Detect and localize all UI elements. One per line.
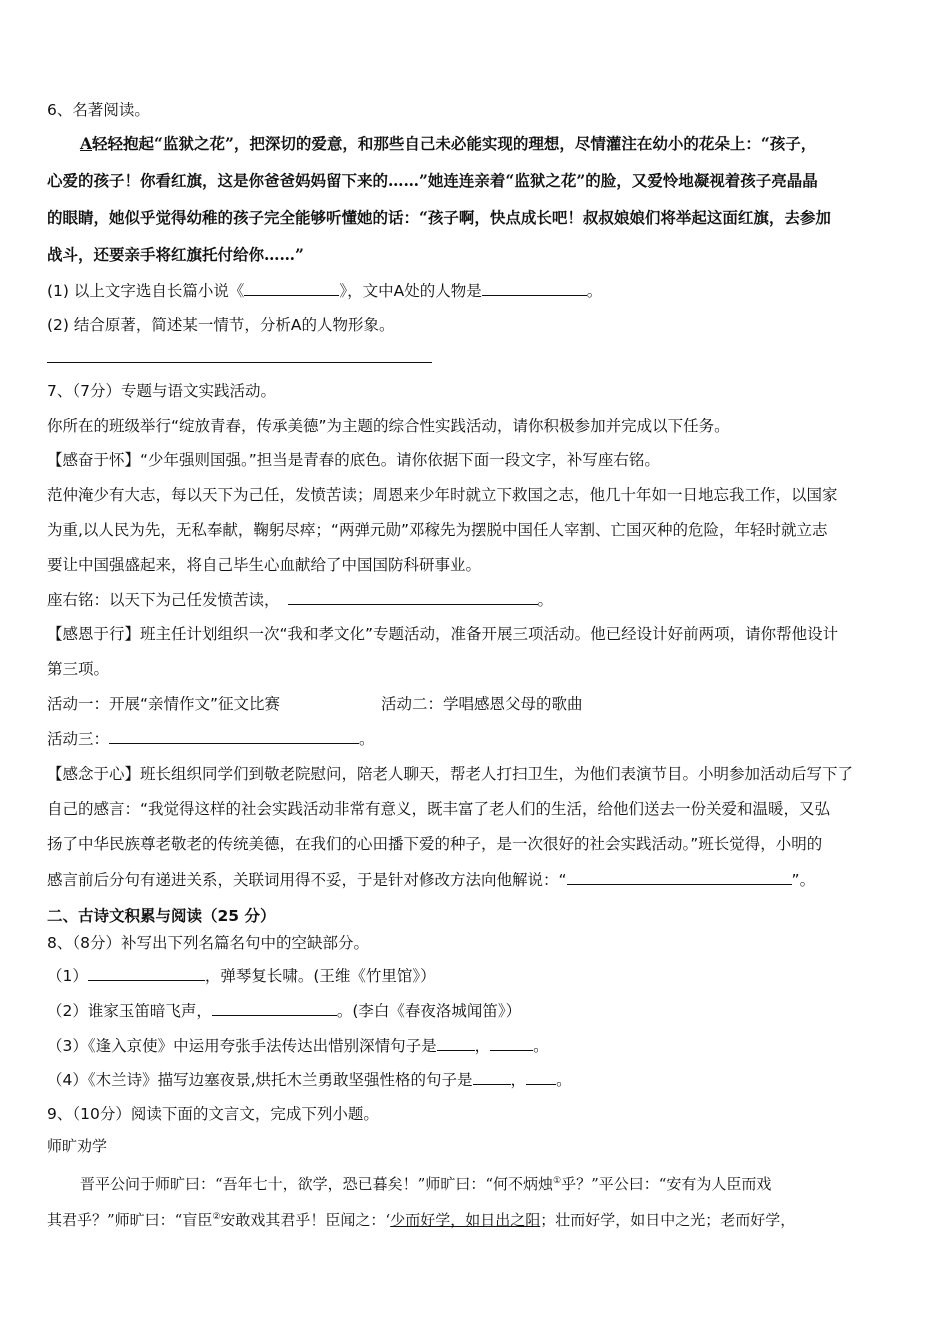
- q7-activity-1: 活动一：开展“亲情作文”征文比赛: [47, 695, 281, 713]
- q7-task1-line-1: 范仲淹少有大志，每以天下为己任，发愤苦读；周恩来少年时就立下救国之志，他几十年如一日地忘我工作，以国家: [47, 486, 838, 504]
- q7-task3-line-1: 【感念于心】班长组织同学们到敬老院慰问，陪老人聊天，帮老人打扫卫生，为他们表演节目。小明参加活动后写下了: [47, 765, 854, 783]
- q6-marker-a: A: [80, 134, 93, 153]
- q6-paragraph-line-1: A轻轻抱起“监狱之花”，把深切的爱意，和那些自己未必能实现的理想，尽情灌注在幼小的花朵上：“孩子，: [80, 134, 817, 153]
- q7-intro: 你所在的班级举行“绽放青春，传承美德”为主题的综合性实践活动，请你积极参加并完成以下任务。: [47, 417, 730, 435]
- answer-blank[interactable]: [567, 869, 792, 885]
- q9-title: 9、（10分）阅读下面的文言文，完成下列小题。: [47, 1105, 379, 1123]
- answer-blank[interactable]: [526, 1069, 556, 1085]
- q7-title: 7、（7分）专题与语文实践活动。: [47, 382, 276, 400]
- q8-item-2: （2）谁家玉笛暗飞声， 。(李白《春夜洛城闻笛》）: [47, 1002, 522, 1020]
- q7-task1-line-2: 为重,以人民为先，无私奉献，鞠躬尽瘁；“两弹元勋”邓稼先为摆脱中国任人宰割、亡国灭种的危险，年轻时就立志: [47, 521, 828, 539]
- answer-blank[interactable]: [473, 1069, 511, 1085]
- answer-blank[interactable]: [212, 1000, 337, 1016]
- answer-blank[interactable]: [482, 280, 587, 296]
- answer-blank[interactable]: [109, 728, 359, 744]
- answer-blank[interactable]: [244, 280, 339, 296]
- answer-blank[interactable]: [88, 965, 205, 981]
- q6-title: 6、名著阅读。: [47, 101, 150, 119]
- q7-task3-line-2: 自己的感言：“我觉得这样的社会实践活动非常有意义，既丰富了老人们的生活，给他们送去一份关爱和温暖，又弘: [47, 800, 831, 818]
- q7-task1-heading: 【感奋于怀】“少年强则国强。”担当是青春的底色。请你依据下面一段文字，补写座右铭。: [47, 451, 660, 469]
- q7-task3-line-3: 扬了中华民族尊老敬老的传统美德，在我们的心田播下爱的种子，是一次很好的社会实践活动。”班长觉得，小明的: [47, 835, 823, 853]
- passage-line-1: 晋平公问于师旷曰：“吾年七十，欲学，恐已暮矣！”师旷曰：“何不炳烛①乎？”平公曰：“安有为人臣而戏: [80, 1175, 772, 1193]
- q6-paragraph-line-3: 的眼睛，她似乎觉得幼稚的孩子完全能够听懂她的话：“孩子啊，快点成长吧！叔叔娘娘们将举起这面红旗，去参加: [47, 208, 831, 227]
- q7-motto: 座右铭：以天下为己任发愤苦读， 。: [47, 591, 554, 609]
- q8-item-1: （1） ，弹琴复长啸。(王维《竹里馆》）: [47, 967, 436, 985]
- q7-activity-2: 活动二：学唱感恩父母的歌曲: [381, 695, 583, 713]
- q8-item-3: （3）《逢入京使》中运用夸张手法传达出惜别深情句子是 ， 。: [47, 1037, 549, 1055]
- q7-task2-line-1: 【感恩于行】班主任计划组织一次“我和孝文化”专题活动，准备开展三项活动。他已经设计好前两项，请你帮他设计: [47, 625, 839, 643]
- passage-title: 师旷劝学: [47, 1137, 108, 1155]
- answer-line[interactable]: [47, 362, 432, 363]
- q7-task1-line-3: 要让中国强盛起来，将自己毕生心血献给了中国国防科研事业。: [47, 556, 482, 574]
- q8-item-4: （4）《木兰诗》描写边塞夜景,烘托木兰勇敢坚强性格的句子是 ， 。: [47, 1071, 572, 1089]
- q6-sub2: (2) 结合原著，简述某一情节，分析A的人物形象。: [47, 316, 395, 334]
- footnote-marker: ②: [212, 1212, 221, 1222]
- q7-task2-line-2: 第三项。: [47, 660, 110, 678]
- q6-sub1: (1) 以上文字选自长篇小说《 》，文中A处的人物是 。: [47, 282, 603, 300]
- footnote-marker: ①: [553, 1176, 562, 1186]
- section-2-heading: 二、古诗文积累与阅读（25 分）: [47, 907, 276, 925]
- q6-paragraph-line-2: 心爱的孩子！你看红旗，这是你爸爸妈妈留下来的……”她连连亲着“监狱之花”的脸，又爱怜地凝视着孩子亮晶晶: [47, 171, 818, 190]
- answer-blank[interactable]: [288, 589, 538, 605]
- underlined-phrase: 少而好学，如日出之阳: [390, 1211, 541, 1229]
- answer-blank[interactable]: [490, 1035, 533, 1051]
- q7-activity-3: 活动三： 。: [47, 730, 375, 748]
- q7-task3-line-4: 感言前后分句有递进关系，关联词用得不妥，于是针对修改方法向他解说：“ ”。: [47, 871, 816, 889]
- q6-paragraph-line-4: 战斗，还要亲手将红旗托付给你……”: [47, 245, 304, 264]
- passage-line-2: 其君乎？”师旷曰：“盲臣②安敢戏其君乎！臣闻之：‘少而好学，如日出之阳；壮而好学，如日中之光；老而好学，: [47, 1211, 796, 1229]
- q8-title: 8、（8分）补写出下列名篇名句中的空缺部分。: [47, 934, 369, 952]
- answer-blank[interactable]: [437, 1035, 475, 1051]
